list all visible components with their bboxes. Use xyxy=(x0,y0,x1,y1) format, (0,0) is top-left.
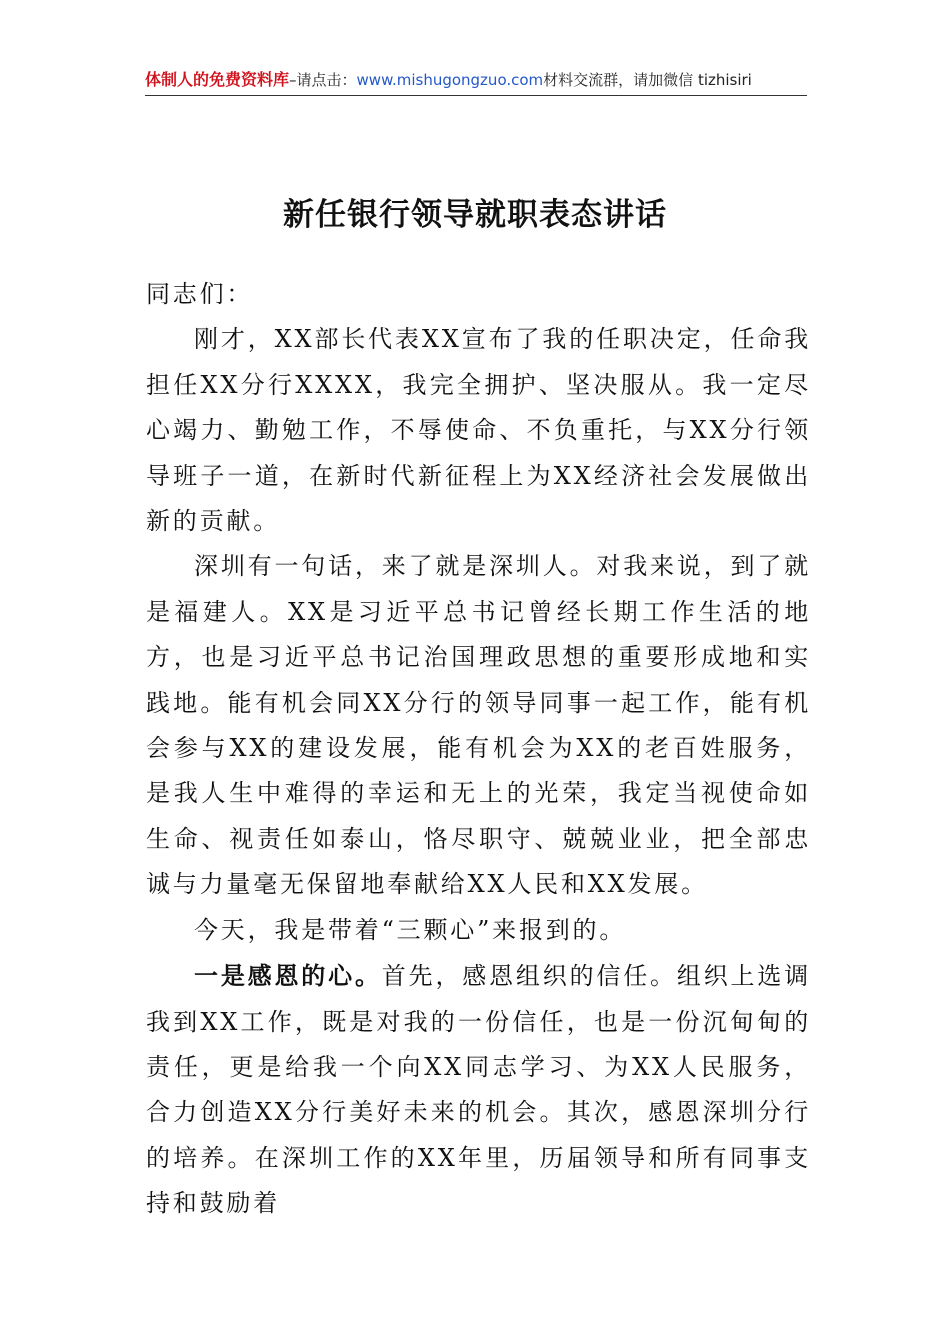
header-brand: 体制人的免费资料库 xyxy=(145,70,290,89)
paragraph-gratitude xyxy=(146,953,811,1226)
document-body xyxy=(146,272,811,1227)
paragraph-appointment: 刚才，XX部长代表XX宣布了我的任职决定，任命我担任XX分行XXXX，我完全拥护、坚决服从。我一定尽心竭力、勤勉工作，不辱使命、不负重托，与XX分行领导班子一道，在新时代新征程上为XX经济社会发展做出新的贡献。 xyxy=(146,325,811,536)
paragraph-shenzhen: 深圳有一句话，来了就是深圳人。对我来说，到了就是福建人。XX是习近平总书记曾经长期工作生活的地方，也是习近平总书记治国理政思想的重要形成地和实践地。能有机会同XX分行的领导同事一起工作，能有机会参与XX的建设发展，能有机会为XX的老百姓服务，是我人生中难得的幸运和无上的光荣，我定当视使命如生命、视责任如泰山，恪尽职守、兢兢业业，把全部忠诚与力量毫无保留地奉献给XX人民和XX发展。 xyxy=(146,552,811,899)
section-text-gratitude: 首先，感恩组织的信任。组织上选调我到XX工作，既是对我的一份信任，也是一份沉甸甸的责任，更是给我一个向XX同志学习、为XX人民服务，合力创造XX分行美好未来的机会。其次，感恩深圳分行的培养。在深圳工作的XX年里，历届领导和所有同事支持和鼓励着 xyxy=(146,962,811,1218)
header-prompt: –请点击： xyxy=(289,71,357,89)
header-url-link[interactable]: www.mishugongzuo.com xyxy=(356,71,544,89)
section-lead-gratitude: 一是感恩的心。 xyxy=(194,961,382,991)
header-suffix: 材料交流群，请加微信 tizhisiri xyxy=(543,71,752,89)
page-header xyxy=(145,68,807,96)
paragraph-three-hearts: 今天，我是带着“三颗心”来报到的。 xyxy=(194,915,627,944)
salutation: 同志们： xyxy=(146,280,254,308)
document-title: 新任银行领导就职表态讲话 xyxy=(283,196,667,233)
header-divider xyxy=(145,95,807,96)
